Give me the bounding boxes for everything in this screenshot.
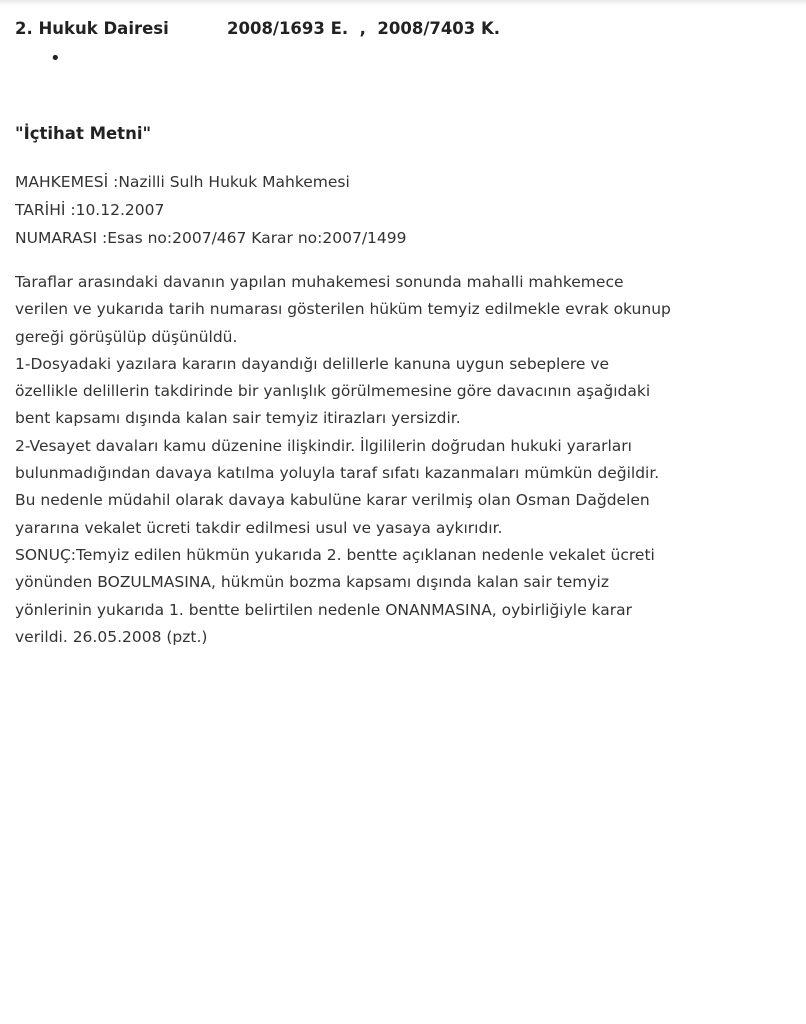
document-title: "İçtihat Metni" — [15, 124, 152, 143]
meta-court: MAHKEMESİ :Nazilli Sulh Hukuk Mahkemesi — [15, 173, 350, 191]
meta-date: TARİHİ :10.12.2007 — [15, 201, 165, 219]
case-metadata — [15, 168, 407, 252]
text-line: bent kapsamı dışında kalan sair temyiz itirazları yersizdir. — [15, 409, 461, 428]
text-line: Bu nedenle müdahil olarak davaya kabulüne karar verilmiş olan Osman Dağdelen — [15, 491, 650, 510]
text-line: bulunmadığından davaya katılma yoluyla taraf sıfatı kazanmaları mümkün değildir. — [15, 464, 660, 483]
text-line: 1-Dosyadaki yazılara kararın dayandığı delillerle kanuna uygun sebeplere ve — [15, 354, 610, 373]
text-line: özellikle delillerin takdirinde bir yanlışlık görülmemesine göre davacının aşağıdaki — [15, 382, 651, 401]
decision-header — [15, 19, 500, 38]
text-line: 2-Vesayet davaları kamu düzenine ilişkindir. İlgililerin doğrudan hukuki yararları — [15, 436, 632, 455]
court-chamber: 2. Hukuk Dairesi — [15, 19, 169, 38]
decision-text — [15, 269, 800, 651]
text-line: yararına vekalet ücreti takdir edilmesi usul ve yasaya aykırıdır. — [15, 518, 503, 537]
meta-number: NUMARASI :Esas no:2007/467 Karar no:2007/1499 — [15, 229, 407, 247]
text-line: yönlerinin yukarıda 1. bentte belirtilen nedenle ONANMASINA, oybirliğiyle karar — [15, 600, 632, 619]
text-line: Taraflar arasındaki davanın yapılan muhakemesi sonunda mahalli mahkemece — [15, 273, 624, 291]
text-line: gereği görüşülüp düşünüldü. — [15, 327, 238, 346]
bullet-dot: • — [50, 48, 61, 69]
text-line: verildi. 26.05.2008 (pzt.) — [15, 627, 208, 646]
text-line: yönünden BOZULMASINA, hükmün bozma kapsamı dışında kalan sair temyiz — [15, 573, 609, 592]
text-line: verilen ve yukarıda tarih numarası gösterilen hüküm temyiz edilmekle evrak okunup — [15, 300, 671, 319]
case-numbers: 2008/1693 E. , 2008/7403 K. — [227, 19, 501, 38]
text-line: SONUÇ:Temyiz edilen hükmün yukarıda 2. bentte açıklanan nedenle vekalet ücreti — [15, 545, 655, 564]
top-edge-shadow — [0, 0, 806, 6]
